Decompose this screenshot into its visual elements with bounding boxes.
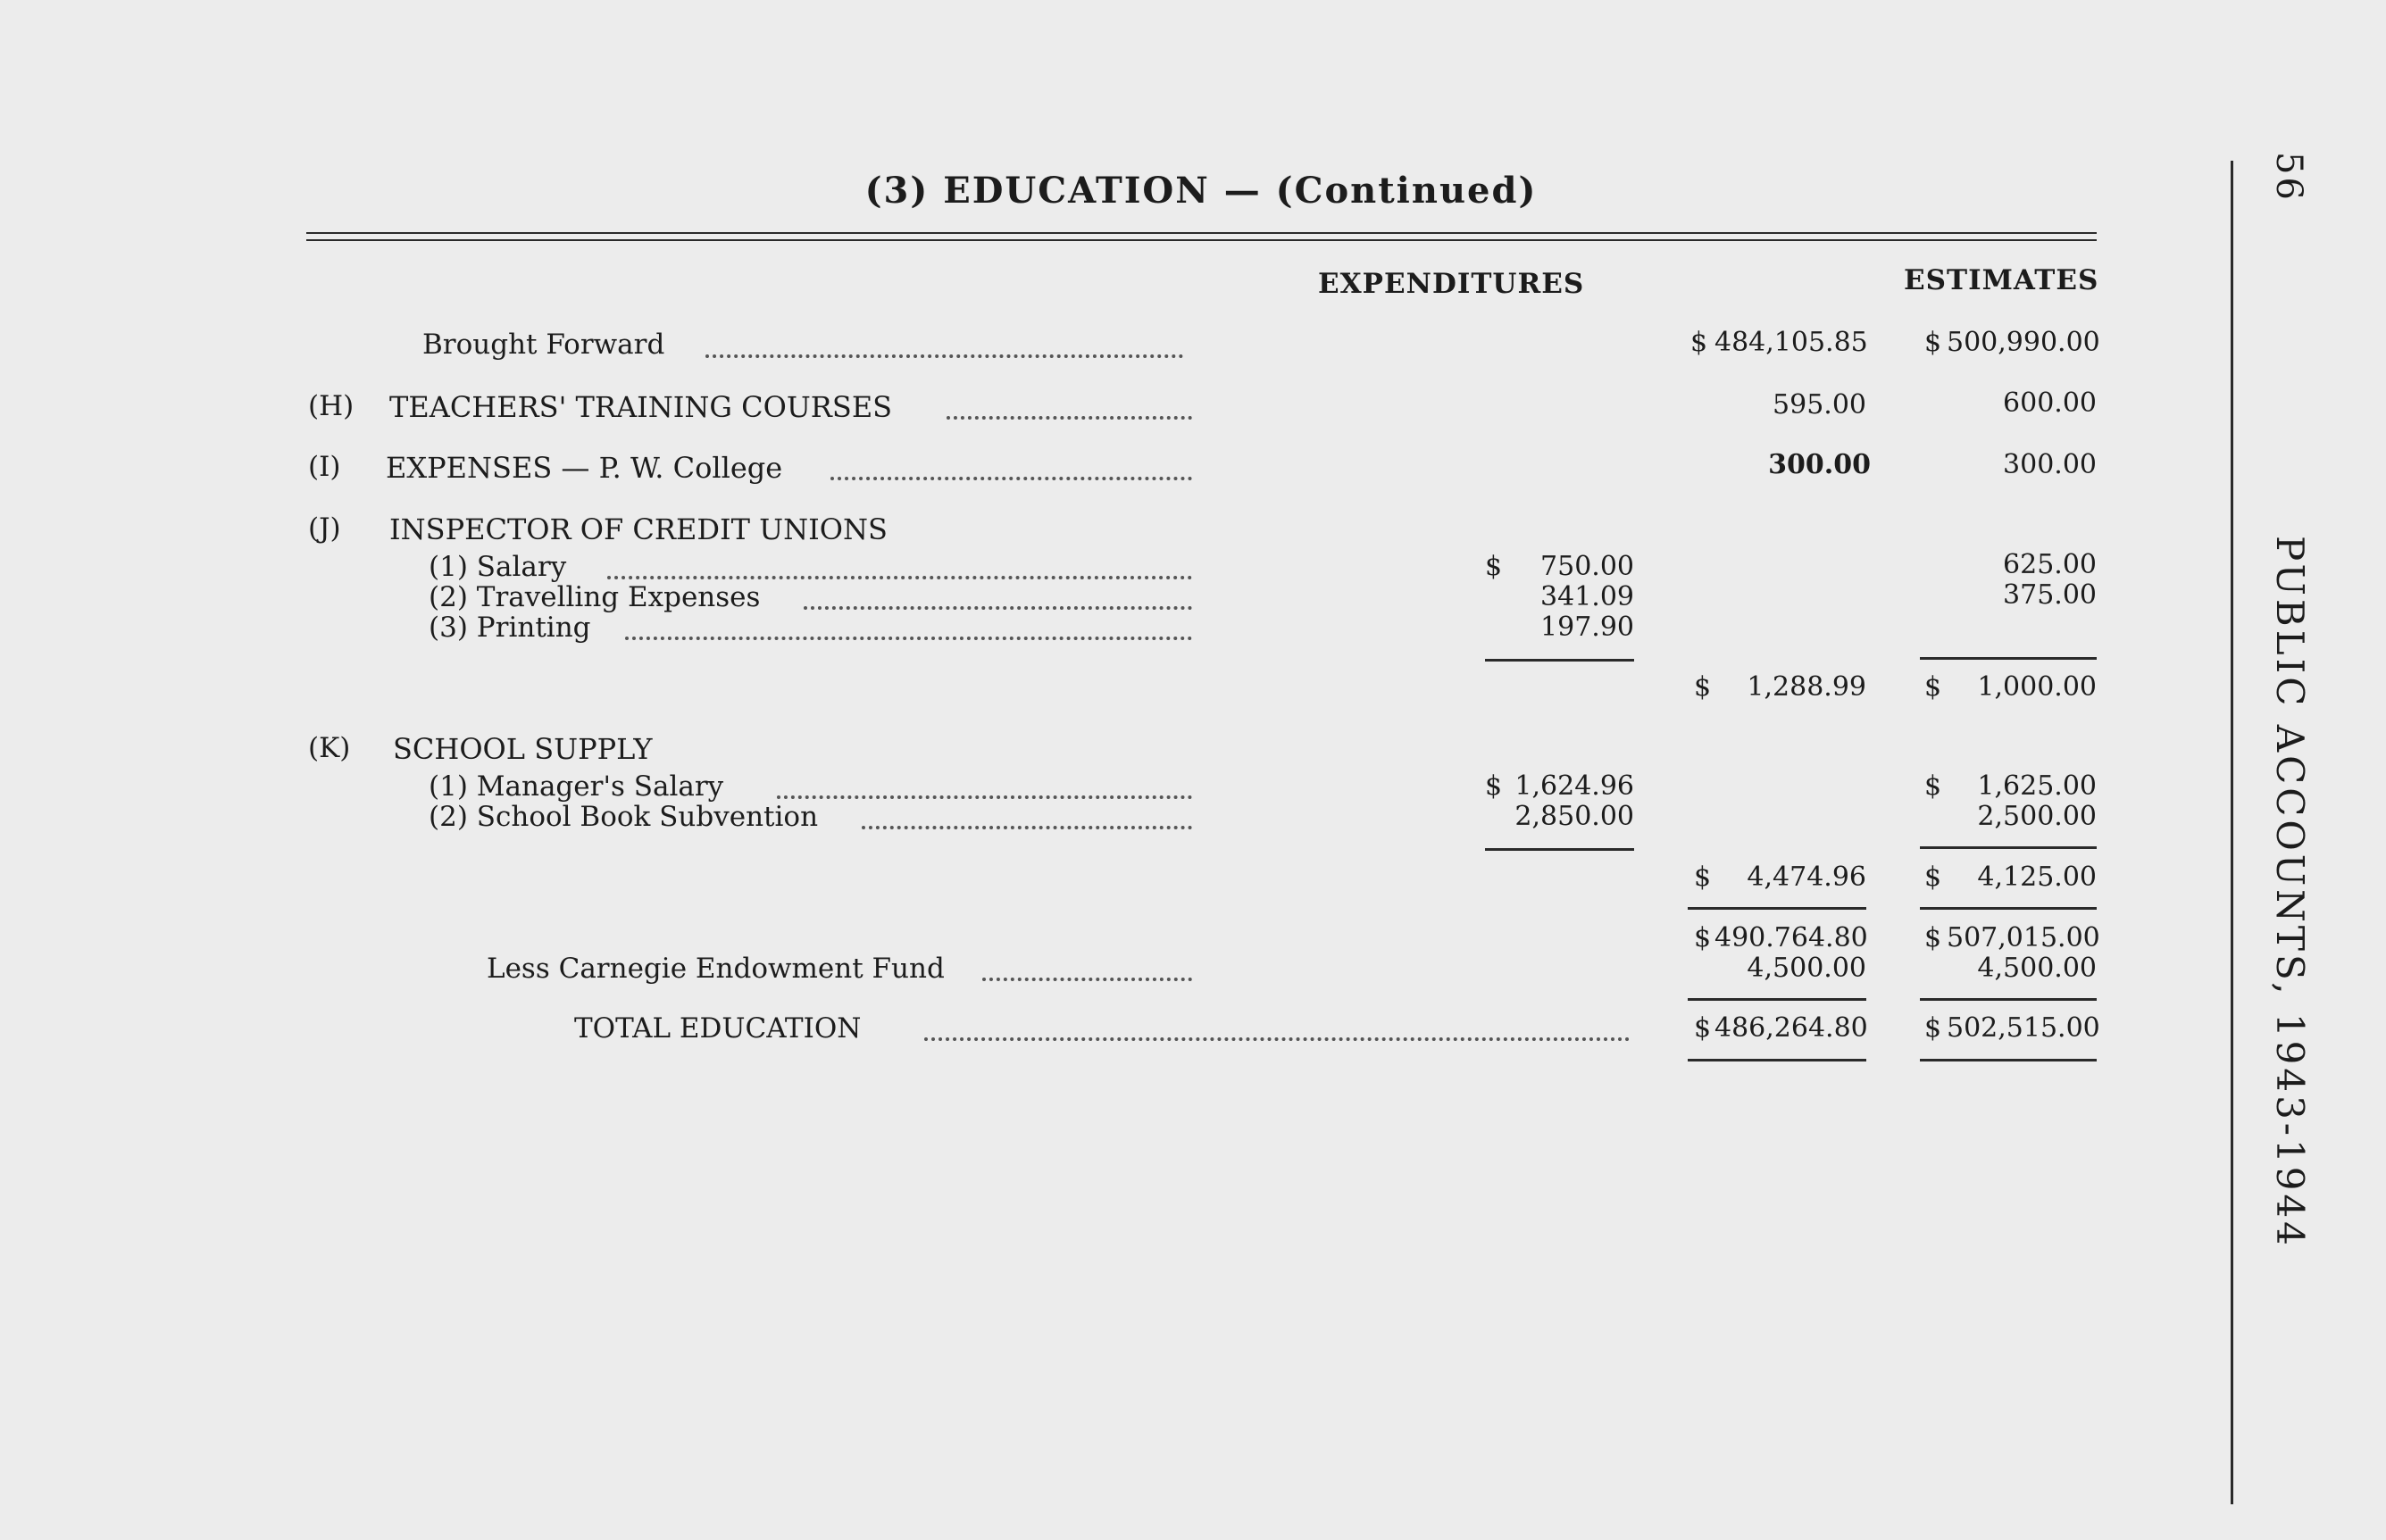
section-j-code: (J) [308, 512, 341, 545]
total-rule [1688, 998, 1866, 1001]
section-j-item-label: (3) Printing [429, 612, 591, 644]
subtotal-estimate: 507,015.00 [1947, 922, 2100, 953]
currency-sign: $ [1924, 327, 1942, 358]
running-title: PUBLIC ACCOUNTS, 1943-1944 [2268, 536, 2312, 1249]
section-j-item-detail: 341.09 [1540, 581, 1634, 612]
section-i-label: EXPENSES — P. W. College [386, 451, 783, 485]
section-k-total-estimate: 4,125.00 [1977, 862, 2097, 893]
leader-dots [804, 606, 1192, 610]
currency-sign: $ [1924, 862, 1942, 893]
section-i-estimate: 300.00 [2003, 449, 2097, 480]
section-k-item-estimate: 2,500.00 [1977, 801, 2097, 832]
section-k-code: (K) [308, 732, 351, 764]
section-j-item-estimate: 625.00 [2003, 549, 2097, 580]
total-education-label: TOTAL EDUCATION [574, 1012, 862, 1045]
binding-margin-rule [2231, 161, 2233, 1504]
expenditures-column-header: EXPENDITURES [1318, 268, 1585, 300]
heading-rule-bottom [306, 239, 2097, 241]
total-double-rule [1688, 1059, 1866, 1061]
less-carnegie-label: Less Carnegie Endowment Fund [487, 953, 945, 985]
section-j-item-detail: 197.90 [1540, 612, 1634, 643]
section-k-item-detail: 2,850.00 [1514, 801, 1634, 832]
total-education-expenditure: 486,264.80 [1714, 1012, 1868, 1044]
leader-dots [625, 637, 1192, 640]
section-j-total-estimate: 1,000.00 [1977, 671, 2097, 703]
section-k-label: SCHOOL SUPPLY [393, 732, 653, 766]
section-k-item-estimate: 1,625.00 [1977, 770, 2097, 802]
subtotal-expenditure: 490.764.80 [1714, 922, 1868, 953]
leader-dots [924, 1037, 1630, 1041]
currency-sign: $ [1485, 551, 1503, 582]
leader-dots [777, 795, 1192, 799]
brought-forward-estimate: 500,990.00 [1947, 327, 2100, 358]
heading-rule-top [306, 232, 2097, 234]
leader-dots [982, 978, 1192, 981]
currency-sign: $ [1694, 1012, 1712, 1044]
total-double-rule [1920, 1059, 2097, 1061]
currency-sign: $ [1690, 327, 1708, 358]
brought-forward-label: Brought Forward [422, 329, 665, 361]
currency-sign: $ [1485, 770, 1503, 802]
leader-dots [705, 354, 1183, 358]
subtotal-rule [1485, 659, 1634, 662]
section-i-expenditure: 300.00 [1768, 449, 1871, 480]
currency-sign: $ [1924, 770, 1942, 802]
section-j-item-estimate: 375.00 [2003, 579, 2097, 611]
section-k-item-detail: 1,624.96 [1514, 770, 1634, 802]
section-h-label: TEACHERS' TRAINING COURSES [389, 390, 893, 424]
leader-dots [947, 416, 1192, 420]
section-h-estimate: 600.00 [2003, 387, 2097, 419]
total-rule [1920, 998, 2097, 1001]
section-k-total-expenditure: 4,474.96 [1747, 862, 1866, 893]
brought-forward-expenditure: 484,105.85 [1714, 327, 1868, 358]
section-k-item-label: (2) School Book Subvention [429, 801, 819, 833]
total-education-estimate: 502,515.00 [1947, 1012, 2100, 1044]
subtotal-rule [1920, 657, 2097, 660]
leader-dots [607, 576, 1192, 579]
section-j-item-label: (1) Salary [429, 551, 567, 583]
subtotal-rule [1920, 907, 2097, 910]
page-number: 56 [2268, 152, 2309, 203]
currency-sign: $ [1924, 671, 1942, 703]
subtotal-rule [1920, 846, 2097, 849]
section-i-code: (I) [308, 451, 341, 483]
page-heading: (3) EDUCATION — (Continued) [864, 170, 1538, 212]
leader-dots [830, 477, 1192, 480]
currency-sign: $ [1694, 862, 1712, 893]
section-h-expenditure: 595.00 [1773, 389, 1866, 420]
currency-sign: $ [1694, 671, 1712, 703]
less-carnegie-expenditure: 4,500.00 [1747, 953, 1866, 984]
subtotal-rule [1688, 907, 1866, 910]
estimates-column-header: ESTIMATES [1904, 264, 2099, 296]
currency-sign: $ [1694, 922, 1712, 953]
subtotal-rule [1485, 848, 1634, 851]
section-h-code: (H) [308, 390, 355, 422]
less-carnegie-estimate: 4,500.00 [1977, 953, 2097, 984]
section-j-item-detail: 750.00 [1540, 551, 1634, 582]
leader-dots [862, 826, 1192, 829]
section-k-item-label: (1) Manager's Salary [429, 770, 724, 803]
currency-sign: $ [1924, 1012, 1942, 1044]
section-j-item-label: (2) Travelling Expenses [429, 581, 761, 613]
section-j-total-expenditure: 1,288.99 [1747, 671, 1866, 703]
section-j-label: INSPECTOR OF CREDIT UNIONS [389, 512, 888, 546]
currency-sign: $ [1924, 922, 1942, 953]
